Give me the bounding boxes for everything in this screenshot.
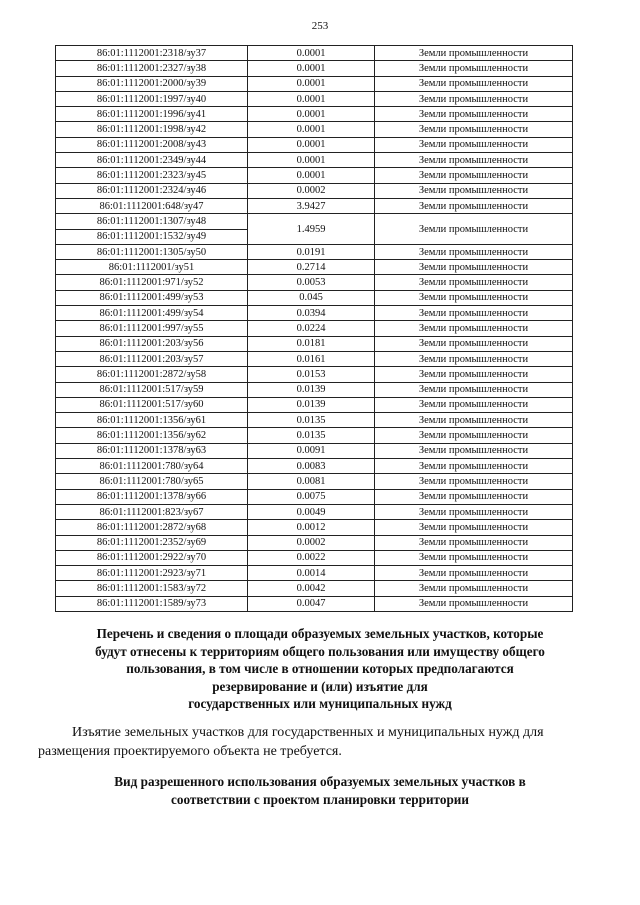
area-cell: 0.0002 bbox=[248, 183, 375, 198]
area-cell: 0.0091 bbox=[248, 443, 375, 458]
area-cell: 0.0161 bbox=[248, 351, 375, 366]
land-category-cell: Земли промышленности bbox=[375, 153, 573, 168]
table-row bbox=[56, 581, 573, 596]
cadastral-number-cell: 86:01:1112001:2324/зу46 bbox=[56, 183, 248, 198]
table-row bbox=[56, 351, 573, 366]
land-category-cell: Земли промышленности bbox=[375, 351, 573, 366]
area-cell: 0.0001 bbox=[248, 168, 375, 183]
cadastral-number-cell: 86:01:1112001:780/зу64 bbox=[56, 459, 248, 474]
table-row bbox=[56, 336, 573, 351]
table-row bbox=[56, 596, 573, 611]
area-cell: 0.0047 bbox=[248, 596, 375, 611]
land-category-cell: Земли промышленности bbox=[375, 46, 573, 61]
paragraph-line: Изъятие земельных участков для государственных и муниципальных нужд для bbox=[72, 725, 544, 740]
land-category-cell: Земли промышленности bbox=[375, 520, 573, 535]
heading-line: Перечень и сведения о площади образуемых земельных участков, которые bbox=[96, 626, 544, 641]
heading-line: будут отнесены к территориям общего пользования или имуществу общего bbox=[95, 643, 545, 659]
land-category-cell: Земли промышленности bbox=[375, 306, 573, 321]
cadastral-number-cell: 86:01:1112001:2872/зу58 bbox=[56, 367, 248, 382]
land-category-cell: Земли промышленности bbox=[375, 535, 573, 550]
section-heading-public-use bbox=[40, 625, 600, 713]
land-category-cell: Земли промышленности bbox=[375, 214, 573, 245]
area-cell: 0.0083 bbox=[248, 459, 375, 474]
cadastral-number-cell: 86:01:1112001:648/зу47 bbox=[56, 198, 248, 213]
land-category-cell: Земли промышленности bbox=[375, 107, 573, 122]
table-row bbox=[56, 260, 573, 275]
land-category-cell: Земли промышленности bbox=[375, 336, 573, 351]
cadastral-number-cell: 86:01:1112001:499/зу54 bbox=[56, 306, 248, 321]
land-category-cell: Земли промышленности bbox=[375, 183, 573, 198]
cadastral-number-cell: 86:01:1112001:2323/зу45 bbox=[56, 168, 248, 183]
table-row bbox=[56, 183, 573, 198]
cadastral-number-cell: 86:01:1112001:2349/зу44 bbox=[56, 153, 248, 168]
land-category-cell: Земли промышленности bbox=[375, 550, 573, 565]
table-row bbox=[56, 244, 573, 259]
land-category-cell: Земли промышленности bbox=[375, 566, 573, 581]
cadastral-number-cell: 86:01:1112001:780/зу65 bbox=[56, 474, 248, 489]
heading-line: резервирование и (или) изъятие для bbox=[212, 678, 428, 694]
table-row bbox=[56, 306, 573, 321]
area-cell: 0.0001 bbox=[248, 107, 375, 122]
table-row bbox=[56, 504, 573, 519]
area-cell: 0.0001 bbox=[248, 76, 375, 91]
land-category-cell: Земли промышленности bbox=[375, 168, 573, 183]
table-row bbox=[56, 122, 573, 137]
table-row bbox=[56, 413, 573, 428]
land-category-cell: Земли промышленности bbox=[375, 504, 573, 519]
land-category-cell: Земли промышленности bbox=[375, 474, 573, 489]
table-row bbox=[56, 474, 573, 489]
cadastral-number-cell: 86:01:1112001:2922/зу70 bbox=[56, 550, 248, 565]
table-row bbox=[56, 382, 573, 397]
cadastral-number-cell: 86:01:1112001:2923/зу71 bbox=[56, 566, 248, 581]
cadastral-number-cell: 86:01:1112001:2008/зу43 bbox=[56, 137, 248, 152]
cadastral-number-cell: 86:01:1112001:2318/зу37 bbox=[56, 46, 248, 61]
table-row bbox=[56, 214, 573, 229]
cadastral-number-cell: 86:01:1112001:517/зу59 bbox=[56, 382, 248, 397]
area-cell: 0.045 bbox=[248, 290, 375, 305]
cadastral-number-cell: 86:01:1112001:1997/зу40 bbox=[56, 91, 248, 106]
land-category-cell: Земли промышленности bbox=[375, 122, 573, 137]
table-row bbox=[56, 566, 573, 581]
table-row bbox=[56, 168, 573, 183]
area-cell: 0.0153 bbox=[248, 367, 375, 382]
table-row bbox=[56, 76, 573, 91]
land-plots-table bbox=[55, 45, 573, 612]
table-row bbox=[56, 198, 573, 213]
withdrawal-paragraph bbox=[38, 723, 602, 761]
land-category-cell: Земли промышленности bbox=[375, 413, 573, 428]
land-category-cell: Земли промышленности bbox=[375, 581, 573, 596]
land-category-cell: Земли промышленности bbox=[375, 428, 573, 443]
area-cell: 0.0042 bbox=[248, 581, 375, 596]
area-cell: 0.0001 bbox=[248, 46, 375, 61]
cadastral-number-cell: 86:01:1112001:1589/зу73 bbox=[56, 596, 248, 611]
cadastral-number-cell: 86:01:1112001:1305/зу50 bbox=[56, 244, 248, 259]
table-row bbox=[56, 321, 573, 336]
cadastral-number-cell: 86:01:1112001:1378/зу66 bbox=[56, 489, 248, 504]
cadastral-number-cell: 86:01:1112001:1996/зу41 bbox=[56, 107, 248, 122]
table-row bbox=[56, 397, 573, 412]
paragraph-line: размещения проектируемого объекта не требуется. bbox=[38, 744, 342, 759]
cadastral-number-cell: 86:01:1112001:1583/зу72 bbox=[56, 581, 248, 596]
area-cell: 0.0394 bbox=[248, 306, 375, 321]
area-cell: 0.0075 bbox=[248, 489, 375, 504]
cadastral-number-cell: 86:01:1112001:203/зу56 bbox=[56, 336, 248, 351]
area-cell: 0.0002 bbox=[248, 535, 375, 550]
land-category-cell: Земли промышленности bbox=[375, 321, 573, 336]
cadastral-number-cell: 86:01:1112001:517/зу60 bbox=[56, 397, 248, 412]
area-cell: 0.0135 bbox=[248, 428, 375, 443]
table-row bbox=[56, 46, 573, 61]
area-cell: 1.4959 bbox=[248, 214, 375, 245]
land-category-cell: Земли промышленности bbox=[375, 382, 573, 397]
land-category-cell: Земли промышленности bbox=[375, 443, 573, 458]
area-cell: 0.0001 bbox=[248, 137, 375, 152]
cadastral-number-cell: 86:01:1112001/зу51 bbox=[56, 260, 248, 275]
area-cell: 0.0014 bbox=[248, 566, 375, 581]
heading-line: пользования, в том числе в отношении которых предполагаются bbox=[126, 661, 514, 676]
table-row bbox=[56, 443, 573, 458]
section-heading-permitted-use bbox=[40, 773, 600, 808]
cadastral-number-cell: 86:01:1112001:1356/зу61 bbox=[56, 413, 248, 428]
cadastral-number-cell: 86:01:1112001:823/зу67 bbox=[56, 504, 248, 519]
page-number: 253 bbox=[311, 20, 329, 32]
table-row bbox=[56, 520, 573, 535]
land-category-cell: Земли промышленности bbox=[375, 397, 573, 412]
cadastral-number-cell: 86:01:1112001:499/зу53 bbox=[56, 290, 248, 305]
table-row bbox=[56, 137, 573, 152]
land-category-cell: Земли промышленности bbox=[375, 596, 573, 611]
land-category-cell: Земли промышленности bbox=[375, 275, 573, 290]
land-category-cell: Земли промышленности bbox=[375, 260, 573, 275]
cadastral-number-cell: 86:01:1112001:971/зу52 bbox=[56, 275, 248, 290]
table-row bbox=[56, 107, 573, 122]
land-category-cell: Земли промышленности bbox=[375, 61, 573, 76]
table-row bbox=[56, 489, 573, 504]
heading-line: государственных или муниципальных нужд bbox=[188, 696, 452, 711]
land-category-cell: Земли промышленности bbox=[375, 489, 573, 504]
area-cell: 0.0139 bbox=[248, 382, 375, 397]
area-cell: 0.0053 bbox=[248, 275, 375, 290]
land-category-cell: Земли промышленности bbox=[375, 459, 573, 474]
cadastral-number-cell: 86:01:1112001:2352/зу69 bbox=[56, 535, 248, 550]
cadastral-number-cell: 86:01:1112001:1378/зу63 bbox=[56, 443, 248, 458]
land-category-cell: Земли промышленности bbox=[375, 137, 573, 152]
table-row bbox=[56, 290, 573, 305]
area-cell: 0.0001 bbox=[248, 153, 375, 168]
table-row bbox=[56, 550, 573, 565]
area-cell: 0.2714 bbox=[248, 260, 375, 275]
cadastral-number-cell: 86:01:1112001:203/зу57 bbox=[56, 351, 248, 366]
area-cell: 0.0181 bbox=[248, 336, 375, 351]
area-cell: 0.0139 bbox=[248, 397, 375, 412]
table-row bbox=[56, 367, 573, 382]
area-cell: 0.0049 bbox=[248, 504, 375, 519]
area-cell: 0.0001 bbox=[248, 91, 375, 106]
table-row bbox=[56, 459, 573, 474]
table-row bbox=[56, 61, 573, 76]
land-category-cell: Земли промышленности bbox=[375, 290, 573, 305]
area-cell: 0.0022 bbox=[248, 550, 375, 565]
area-cell: 0.0001 bbox=[248, 122, 375, 137]
table-row bbox=[56, 91, 573, 106]
land-category-cell: Земли промышленности bbox=[375, 367, 573, 382]
land-category-cell: Земли промышленности bbox=[375, 198, 573, 213]
cadastral-number-cell: 86:01:1112001:2000/зу39 bbox=[56, 76, 248, 91]
cadastral-number-cell: 86:01:1112001:1998/зу42 bbox=[56, 122, 248, 137]
cadastral-number-cell: 86:01:1112001:997/зу55 bbox=[56, 321, 248, 336]
heading-line: соответствии с проектом планировки территории bbox=[171, 791, 469, 807]
heading-line: Вид разрешенного использования образуемых земельных участков в bbox=[114, 774, 526, 789]
cadastral-number-cell: 86:01:1112001:1307/зу48 bbox=[56, 214, 248, 229]
cadastral-number-cell: 86:01:1112001:2327/зу38 bbox=[56, 61, 248, 76]
land-category-cell: Земли промышленности bbox=[375, 91, 573, 106]
cadastral-number-cell: 86:01:1112001:2872/зу68 bbox=[56, 520, 248, 535]
land-category-cell: Земли промышленности bbox=[375, 76, 573, 91]
area-cell: 0.0012 bbox=[248, 520, 375, 535]
area-cell: 0.0191 bbox=[248, 244, 375, 259]
area-cell: 0.0135 bbox=[248, 413, 375, 428]
table-row bbox=[56, 275, 573, 290]
area-cell: 0.0001 bbox=[248, 61, 375, 76]
cadastral-number-cell: 86:01:1112001:1356/зу62 bbox=[56, 428, 248, 443]
table-row bbox=[56, 428, 573, 443]
area-cell: 0.0224 bbox=[248, 321, 375, 336]
table-row bbox=[56, 535, 573, 550]
land-plots-table-body bbox=[56, 46, 573, 612]
table-row bbox=[56, 153, 573, 168]
area-cell: 3.9427 bbox=[248, 198, 375, 213]
cadastral-number-cell: 86:01:1112001:1532/зу49 bbox=[56, 229, 248, 244]
land-category-cell: Земли промышленности bbox=[375, 244, 573, 259]
area-cell: 0.0081 bbox=[248, 474, 375, 489]
